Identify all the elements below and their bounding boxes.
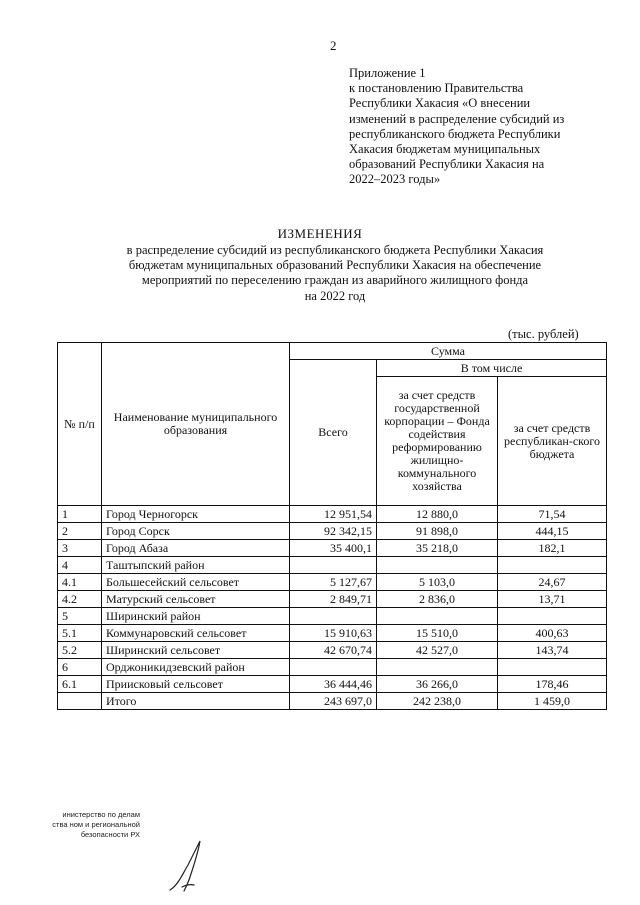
appendix-line: Хакасия бюджетам муниципальных (349, 142, 541, 157)
row-republic: 178,46 (498, 676, 607, 693)
table-row (58, 659, 607, 676)
stamp-line: инистерство по делам (62, 810, 140, 819)
row-name: Большесейский сельсовет (102, 574, 290, 591)
table-row (58, 608, 607, 625)
row-total (290, 659, 377, 676)
table-row (58, 591, 607, 608)
row-total: 243 697,0 (290, 693, 377, 710)
row-fund (377, 557, 498, 574)
row-name: Итого (102, 693, 290, 710)
row-republic: 71,54 (498, 506, 607, 523)
header-sum: Сумма (290, 343, 607, 360)
row-number: 4.1 (58, 574, 102, 591)
row-name: Ширинский район (102, 608, 290, 625)
row-name: Орджоникидзевский район (102, 659, 290, 676)
row-number (58, 693, 102, 710)
row-republic: 24,67 (498, 574, 607, 591)
row-republic (498, 608, 607, 625)
row-name: Город Сорск (102, 523, 290, 540)
appendix-line: к постановлению Правительства (349, 81, 524, 96)
subtitle-line: бюджетам муниципальных образований Республики Хакасия на обеспечение (128, 258, 542, 273)
row-fund: 91 898,0 (377, 523, 498, 540)
row-fund: 42 527,0 (377, 642, 498, 659)
row-fund (377, 659, 498, 676)
row-name: Город Абаза (102, 540, 290, 557)
row-fund: 2 836,0 (377, 591, 498, 608)
ministry-stamp (40, 810, 140, 840)
subtitle-line: в распределение субсидий из республиканского бюджета Республики Хакасия (126, 243, 544, 257)
row-number: 4.2 (58, 591, 102, 608)
units-label: (тыс. рублей) (508, 327, 579, 341)
document-subtitle (60, 243, 610, 304)
row-total: 36 444,46 (290, 676, 377, 693)
header-republic: за счет средств республикан-ского бюджета (498, 377, 607, 506)
document-title: ИЗМЕНЕНИЯ (277, 226, 363, 241)
row-total: 5 127,67 (290, 574, 377, 591)
table-row (58, 523, 607, 540)
table-row (58, 557, 607, 574)
row-name: Коммунаровский сельсовет (102, 625, 290, 642)
header-total: Всего (290, 360, 377, 506)
row-number: 4 (58, 557, 102, 574)
table-row-total (58, 693, 607, 710)
subsidies-table (57, 342, 607, 710)
row-fund: 15 510,0 (377, 625, 498, 642)
appendix-line: республиканского бюджета Республики (349, 126, 561, 141)
table-row (58, 676, 607, 693)
row-number: 2 (58, 523, 102, 540)
row-number: 6 (58, 659, 102, 676)
row-republic: 400,63 (498, 625, 607, 642)
appendix-line: Республики Хакасия «О внесении (349, 96, 531, 111)
row-total: 42 670,74 (290, 642, 377, 659)
row-total (290, 557, 377, 574)
stamp-line: безопасности РХ (80, 830, 140, 839)
row-republic: 143,74 (498, 642, 607, 659)
row-number: 1 (58, 506, 102, 523)
appendix-block (349, 66, 609, 188)
header-fund: за счет средств государственной корпорации – Фонда содействия реформированию жилищно-коммунального хозяйства (377, 377, 498, 506)
row-republic: 13,71 (498, 591, 607, 608)
table-row (58, 574, 607, 591)
row-number: 6.1 (58, 676, 102, 693)
row-number: 5.1 (58, 625, 102, 642)
row-total (290, 608, 377, 625)
header-including: В том числе (377, 360, 607, 377)
page-number: 2 (330, 38, 337, 53)
row-number: 3 (58, 540, 102, 557)
signature-icon (160, 835, 220, 895)
header-number: № п/п (58, 343, 102, 506)
row-republic (498, 557, 607, 574)
row-name: Ширинский сельсовет (102, 642, 290, 659)
appendix-line: образований Республики Хакасия на (349, 157, 545, 172)
table-row (58, 506, 607, 523)
row-name: Приисковый сельсовет (102, 676, 290, 693)
row-total: 2 849,71 (290, 591, 377, 608)
row-republic: 182,1 (498, 540, 607, 557)
row-total: 35 400,1 (290, 540, 377, 557)
row-number: 5.2 (58, 642, 102, 659)
stamp-line: ства ном и региональной (52, 820, 140, 829)
row-republic: 1 459,0 (498, 693, 607, 710)
table-row (58, 540, 607, 557)
subtitle-line: мероприятий по переселению граждан из аварийного жилищного фонда (141, 273, 529, 288)
row-total: 12 951,54 (290, 506, 377, 523)
subtitle-line: на 2022 год (304, 288, 366, 303)
row-number: 5 (58, 608, 102, 625)
row-fund: 35 218,0 (377, 540, 498, 557)
row-fund: 242 238,0 (377, 693, 498, 710)
appendix-line: 2022–2023 годы» (349, 172, 441, 187)
row-total: 15 910,63 (290, 625, 377, 642)
row-name: Город Черногорск (102, 506, 290, 523)
row-fund: 36 266,0 (377, 676, 498, 693)
row-fund: 5 103,0 (377, 574, 498, 591)
row-fund: 12 880,0 (377, 506, 498, 523)
row-name: Таштыпский район (102, 557, 290, 574)
row-fund (377, 608, 498, 625)
row-republic: 444,15 (498, 523, 607, 540)
table-row (58, 625, 607, 642)
appendix-line: Приложение 1 (349, 66, 426, 80)
appendix-line: изменений в распределение субсидий из (349, 111, 565, 126)
header-name: Наименование муниципального образования (102, 343, 290, 506)
table-row (58, 642, 607, 659)
row-name: Матурский сельсовет (102, 591, 290, 608)
row-republic (498, 659, 607, 676)
row-total: 92 342,15 (290, 523, 377, 540)
